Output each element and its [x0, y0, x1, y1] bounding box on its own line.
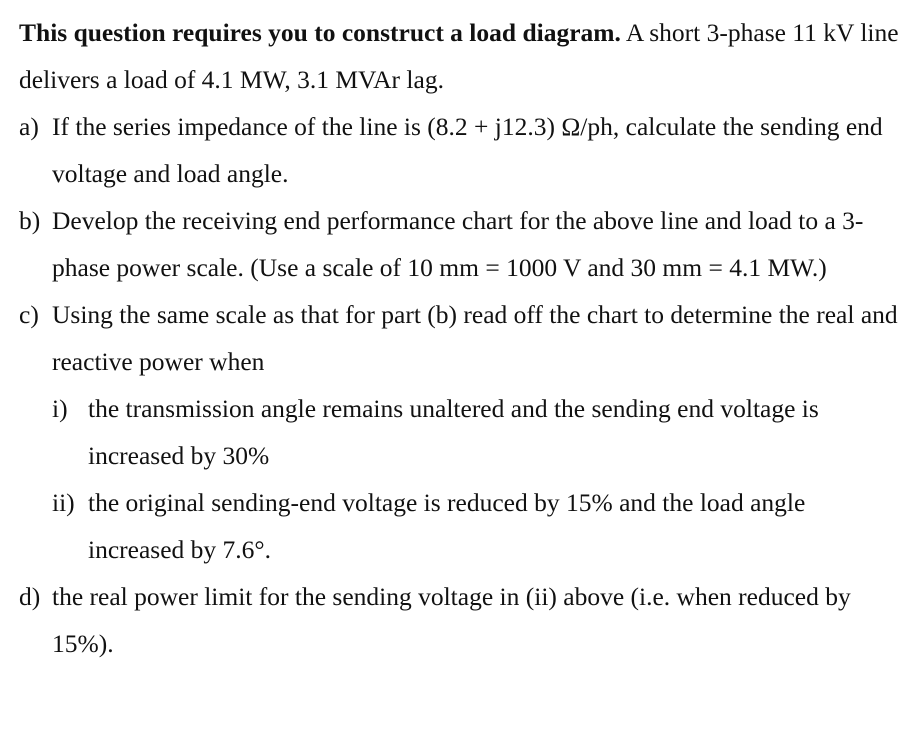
subpart-marker: i) — [52, 394, 68, 423]
subpart-i — [52, 385, 899, 479]
intro-bold-statement: This question requires you to construct a load diagram. — [19, 18, 621, 47]
part-d — [19, 573, 899, 667]
part-marker: a) — [19, 112, 39, 141]
part-text: the real power limit for the sending voltage in (ii) above (i.e. when reduced by 15%). — [52, 582, 851, 658]
part-text: Using the same scale as that for part (b) read off the chart to determine the real and reactive power when — [52, 300, 898, 376]
part-marker: b) — [19, 206, 41, 235]
subpart-text: the transmission angle remains unaltered and the sending end voltage is increased by 30% — [88, 394, 819, 470]
part-c-body — [52, 291, 899, 573]
part-marker: d) — [19, 582, 41, 611]
part-text: If the series impedance of the line is (8.2 + j12.3) Ω/ph, calculate the sending end voltage and load angle. — [52, 112, 883, 188]
subpart-text: the original sending-end voltage is reduced by 15% and the load angle increased by 7.6°. — [88, 488, 806, 564]
question-document — [19, 9, 899, 667]
part-c — [19, 291, 899, 573]
part-a — [19, 103, 899, 197]
question-intro — [19, 9, 899, 103]
part-marker: c) — [19, 300, 39, 329]
subpart-ii — [52, 479, 899, 573]
part-text: Develop the receiving end performance chart for the above line and load to a 3-phase power scale. (Use a scale of 10 mm = 1000 V and 30 mm = 4.1 MW.) — [52, 206, 864, 282]
subpart-marker: ii) — [52, 488, 75, 517]
intro-text: A short 3-phase 11 kV line delivers a load of 4.1 MW, 3.1 MVAr lag. — [19, 18, 899, 94]
part-b — [19, 197, 899, 291]
